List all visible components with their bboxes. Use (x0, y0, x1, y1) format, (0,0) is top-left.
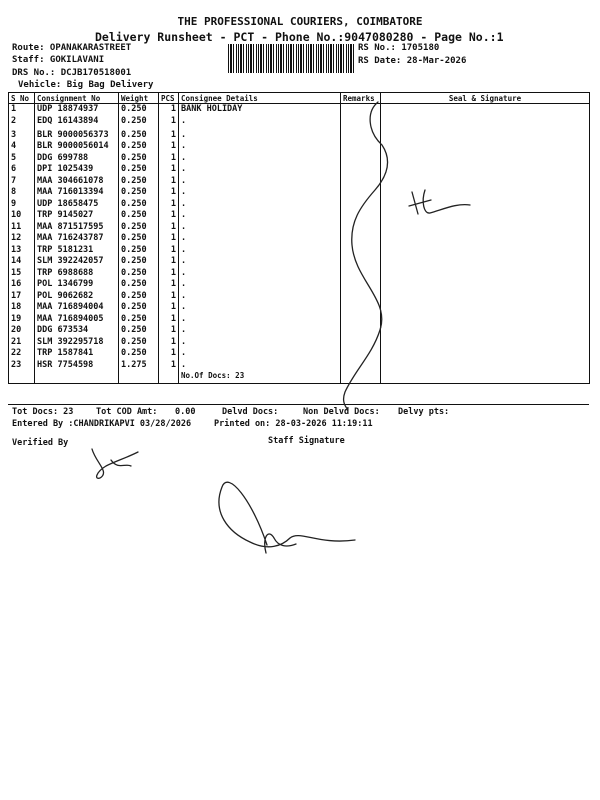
row-seal (381, 141, 590, 153)
row-sno: 3 (9, 130, 35, 142)
rs-no-label: RS No.: 1705180 (358, 43, 440, 53)
row-sno: 14 (9, 256, 35, 268)
verified-by: Verified By (12, 438, 69, 448)
row-consignment-no: TRP 1587841 (35, 348, 119, 360)
row-remarks (341, 199, 381, 211)
tot-docs: Tot Docs: 23 (12, 407, 74, 417)
row-remarks (341, 116, 381, 130)
row-pcs: 1 (159, 210, 179, 222)
table-body (9, 104, 590, 384)
table-row (9, 222, 590, 234)
table-row (9, 337, 590, 349)
row-consignment-no: TRP 9145027 (35, 210, 119, 222)
row-pcs: 1 (159, 153, 179, 165)
row-seal (381, 256, 590, 268)
row-sno: 9 (9, 199, 35, 211)
row-seal (381, 222, 590, 234)
row-pcs: 1 (159, 164, 179, 176)
row-sno: 6 (9, 164, 35, 176)
row-consignment-no: EDQ 16143894 (35, 116, 119, 130)
row-consignment-no: BLR 9000056373 (35, 130, 119, 142)
row-seal (381, 187, 590, 199)
row-sno: 12 (9, 233, 35, 245)
row-empty-cell (9, 371, 35, 383)
row-consignee-details: . (179, 291, 341, 303)
col-weight: Weight (119, 93, 159, 104)
row-seal (381, 314, 590, 326)
row-seal (381, 116, 590, 130)
row-empty-cell (35, 371, 119, 383)
row-pcs: 1 (159, 176, 179, 188)
row-weight: 0.250 (119, 291, 159, 303)
row-consignment-no: MAA 871517595 (35, 222, 119, 234)
table-row (9, 104, 590, 116)
row-remarks (341, 314, 381, 326)
printed-on: Printed on: 28-03-2026 11:19:11 (214, 419, 373, 429)
col-sno: S No (9, 93, 35, 104)
row-pcs: 1 (159, 116, 179, 130)
row-remarks (341, 337, 381, 349)
runsheet-table (8, 92, 590, 384)
row-consignment-no: MAA 716243787 (35, 233, 119, 245)
row-sno: 20 (9, 325, 35, 337)
row-consignee-details: . (179, 176, 341, 188)
row-pcs: 1 (159, 222, 179, 234)
row-sno: 2 (9, 116, 35, 130)
row-sno: 13 (9, 245, 35, 257)
row-sno: 22 (9, 348, 35, 360)
row-remarks (341, 348, 381, 360)
row-consignee-details: . (179, 210, 341, 222)
table-row (9, 199, 590, 211)
table-row (9, 164, 590, 176)
table-row (9, 325, 590, 337)
row-consignee-details: BANK HOLIDAY (179, 104, 341, 116)
row-pcs: 1 (159, 325, 179, 337)
row-consignee-details: . (179, 337, 341, 349)
row-consignee-details: . (179, 233, 341, 245)
row-seal (381, 210, 590, 222)
row-remarks (341, 256, 381, 268)
row-pcs: 1 (159, 268, 179, 280)
row-remarks (341, 302, 381, 314)
staff-signature-mark (219, 482, 355, 553)
row-sno: 8 (9, 187, 35, 199)
row-empty-cell (341, 371, 381, 383)
row-weight: 0.250 (119, 314, 159, 326)
row-sno: 18 (9, 302, 35, 314)
row-remarks (341, 360, 381, 372)
row-consignee-details: . (179, 268, 341, 280)
row-sno: 11 (9, 222, 35, 234)
staff-label: Staff: GOKILAVANI (12, 55, 105, 65)
row-remarks (341, 245, 381, 257)
row-weight: 0.250 (119, 302, 159, 314)
row-sno: 1 (9, 104, 35, 116)
row-weight: 0.250 (119, 233, 159, 245)
row-consignment-no: SLM 392242057 (35, 256, 119, 268)
table-row (9, 360, 590, 372)
row-sno: 21 (9, 337, 35, 349)
row-pcs: 1 (159, 256, 179, 268)
row-remarks (341, 187, 381, 199)
row-consignment-no: HSR 7754598 (35, 360, 119, 372)
row-pcs: 1 (159, 199, 179, 211)
row-consignee-details: . (179, 222, 341, 234)
route-label: Route: OPANAKARASTREET (12, 43, 132, 53)
footer-rule (8, 404, 589, 405)
row-consignee-details: . (179, 325, 341, 337)
row-consignee-details: . (179, 199, 341, 211)
row-seal (381, 233, 590, 245)
row-pcs: 1 (159, 291, 179, 303)
row-weight: 0.250 (119, 176, 159, 188)
row-remarks (341, 130, 381, 142)
row-weight: 0.250 (119, 187, 159, 199)
verified-by-signature (92, 449, 138, 478)
row-consignee-details: . (179, 302, 341, 314)
col-remarks: Remarks (341, 93, 381, 104)
table-row-summary (9, 371, 590, 383)
col-seal: Seal & Signature (381, 93, 590, 104)
row-weight: 0.250 (119, 245, 159, 257)
row-consignment-no: MAA 304661078 (35, 176, 119, 188)
row-weight: 0.250 (119, 104, 159, 116)
row-seal (381, 245, 590, 257)
delvy-pts: Delvy pts: (398, 407, 450, 417)
row-empty-cell (159, 371, 179, 383)
no-of-docs: No.Of Docs: 23 (179, 371, 341, 383)
row-consignment-no: MAA 716894004 (35, 302, 119, 314)
tot-cod-value: 0.00 (175, 407, 196, 417)
row-consignment-no: POL 9062682 (35, 291, 119, 303)
row-consignment-no: TRP 6988688 (35, 268, 119, 280)
drs-no-label: DRS No.: DCJB170518001 (12, 68, 132, 78)
row-consignment-no: DDG 699788 (35, 153, 119, 165)
table-row (9, 279, 590, 291)
table-row (9, 153, 590, 165)
row-weight: 1.275 (119, 360, 159, 372)
row-weight: 0.250 (119, 279, 159, 291)
row-consignment-no: POL 1346799 (35, 279, 119, 291)
row-remarks (341, 325, 381, 337)
table-row (9, 233, 590, 245)
row-remarks (341, 222, 381, 234)
row-consignee-details: . (179, 256, 341, 268)
row-pcs: 1 (159, 337, 179, 349)
row-weight: 0.250 (119, 222, 159, 234)
row-remarks (341, 153, 381, 165)
row-seal (381, 153, 590, 165)
row-consignee-details: . (179, 360, 341, 372)
row-sno: 7 (9, 176, 35, 188)
table-row (9, 130, 590, 142)
row-pcs: 1 (159, 302, 179, 314)
row-weight: 0.250 (119, 153, 159, 165)
row-consignment-no: DPI 1025439 (35, 164, 119, 176)
row-remarks (341, 268, 381, 280)
row-sno: 4 (9, 141, 35, 153)
table-row (9, 116, 590, 130)
row-pcs: 1 (159, 141, 179, 153)
row-consignment-no: SLM 392295718 (35, 337, 119, 349)
row-seal (381, 164, 590, 176)
barcode (228, 44, 354, 73)
table-header-row (9, 93, 590, 104)
row-seal (381, 279, 590, 291)
row-seal (381, 176, 590, 188)
row-consignment-no: MAA 716013394 (35, 187, 119, 199)
row-sno: 5 (9, 153, 35, 165)
tot-cod-label: Tot COD Amt: (96, 407, 158, 417)
row-seal (381, 325, 590, 337)
row-consignment-no: DDG 673534 (35, 325, 119, 337)
row-remarks (341, 176, 381, 188)
row-remarks (341, 291, 381, 303)
row-remarks (341, 279, 381, 291)
row-consignee-details: . (179, 153, 341, 165)
row-pcs: 1 (159, 245, 179, 257)
row-consignee-details: . (179, 141, 341, 153)
delvd-docs: Delvd Docs: (222, 407, 279, 417)
row-consignment-no: TRP 5181231 (35, 245, 119, 257)
row-pcs: 1 (159, 348, 179, 360)
row-weight: 0.250 (119, 130, 159, 142)
row-seal (381, 130, 590, 142)
row-pcs: 1 (159, 233, 179, 245)
row-weight: 0.250 (119, 210, 159, 222)
row-consignment-no: BLR 9000056014 (35, 141, 119, 153)
row-weight: 0.250 (119, 116, 159, 130)
row-empty-cell (119, 371, 159, 383)
table-row (9, 176, 590, 188)
row-weight: 0.250 (119, 268, 159, 280)
row-pcs: 1 (159, 360, 179, 372)
row-sno: 23 (9, 360, 35, 372)
table-row (9, 245, 590, 257)
row-consignee-details: . (179, 187, 341, 199)
row-consignment-no: UDP 18658475 (35, 199, 119, 211)
row-pcs: 1 (159, 104, 179, 116)
table-row (9, 141, 590, 153)
rs-date-label: RS Date: 28-Mar-2026 (358, 56, 467, 66)
table-row (9, 256, 590, 268)
company-title: THE PROFESSIONAL COURIERS, COIMBATORE (177, 15, 423, 28)
non-delvd-docs: Non Delvd Docs: (303, 407, 380, 417)
table-row (9, 268, 590, 280)
row-sno: 10 (9, 210, 35, 222)
row-pcs: 1 (159, 314, 179, 326)
row-pcs: 1 (159, 187, 179, 199)
vehicle-label: Vehicle: Big Bag Delivery (18, 80, 154, 90)
col-pcs: PCS (159, 93, 179, 104)
row-weight: 0.250 (119, 337, 159, 349)
row-sno: 16 (9, 279, 35, 291)
row-seal (381, 302, 590, 314)
col-consignee: Consignee Details (179, 93, 341, 104)
row-weight: 0.250 (119, 141, 159, 153)
row-pcs: 1 (159, 130, 179, 142)
row-seal (381, 348, 590, 360)
staff-signature-label: Staff Signature (268, 436, 345, 446)
row-consignee-details: . (179, 116, 341, 130)
row-seal (381, 268, 590, 280)
row-sno: 15 (9, 268, 35, 280)
row-remarks (341, 104, 381, 116)
table-row (9, 302, 590, 314)
row-pcs: 1 (159, 279, 179, 291)
row-seal (381, 104, 590, 116)
entered-by: Entered By :CHANDRIKAPVI 03/28/2026 (12, 419, 192, 429)
row-weight: 0.250 (119, 348, 159, 360)
row-remarks (341, 141, 381, 153)
row-seal (381, 199, 590, 211)
row-weight: 0.250 (119, 199, 159, 211)
table-row (9, 348, 590, 360)
row-sno: 17 (9, 291, 35, 303)
table-row (9, 210, 590, 222)
row-seal (381, 291, 590, 303)
row-weight: 0.250 (119, 256, 159, 268)
row-consignee-details: . (179, 245, 341, 257)
row-consignment-no: UDP 18874937 (35, 104, 119, 116)
row-consignee-details: . (179, 314, 341, 326)
row-consignee-details: . (179, 164, 341, 176)
row-weight: 0.250 (119, 325, 159, 337)
row-seal (381, 360, 590, 372)
table-row (9, 314, 590, 326)
row-remarks (341, 164, 381, 176)
row-remarks (341, 210, 381, 222)
row-empty-cell (381, 371, 590, 383)
row-sno: 19 (9, 314, 35, 326)
table-row (9, 291, 590, 303)
row-consignment-no: MAA 716894005 (35, 314, 119, 326)
row-consignee-details: . (179, 348, 341, 360)
row-consignee-details: . (179, 130, 341, 142)
row-seal (381, 337, 590, 349)
row-consignee-details: . (179, 279, 341, 291)
row-weight: 0.250 (119, 164, 159, 176)
runsheet-title: Delivery Runsheet - PCT - Phone No.:9047080280 - Page No.:1 (95, 30, 504, 44)
col-consignment: Consignment No (35, 93, 119, 104)
table-row (9, 187, 590, 199)
row-remarks (341, 233, 381, 245)
